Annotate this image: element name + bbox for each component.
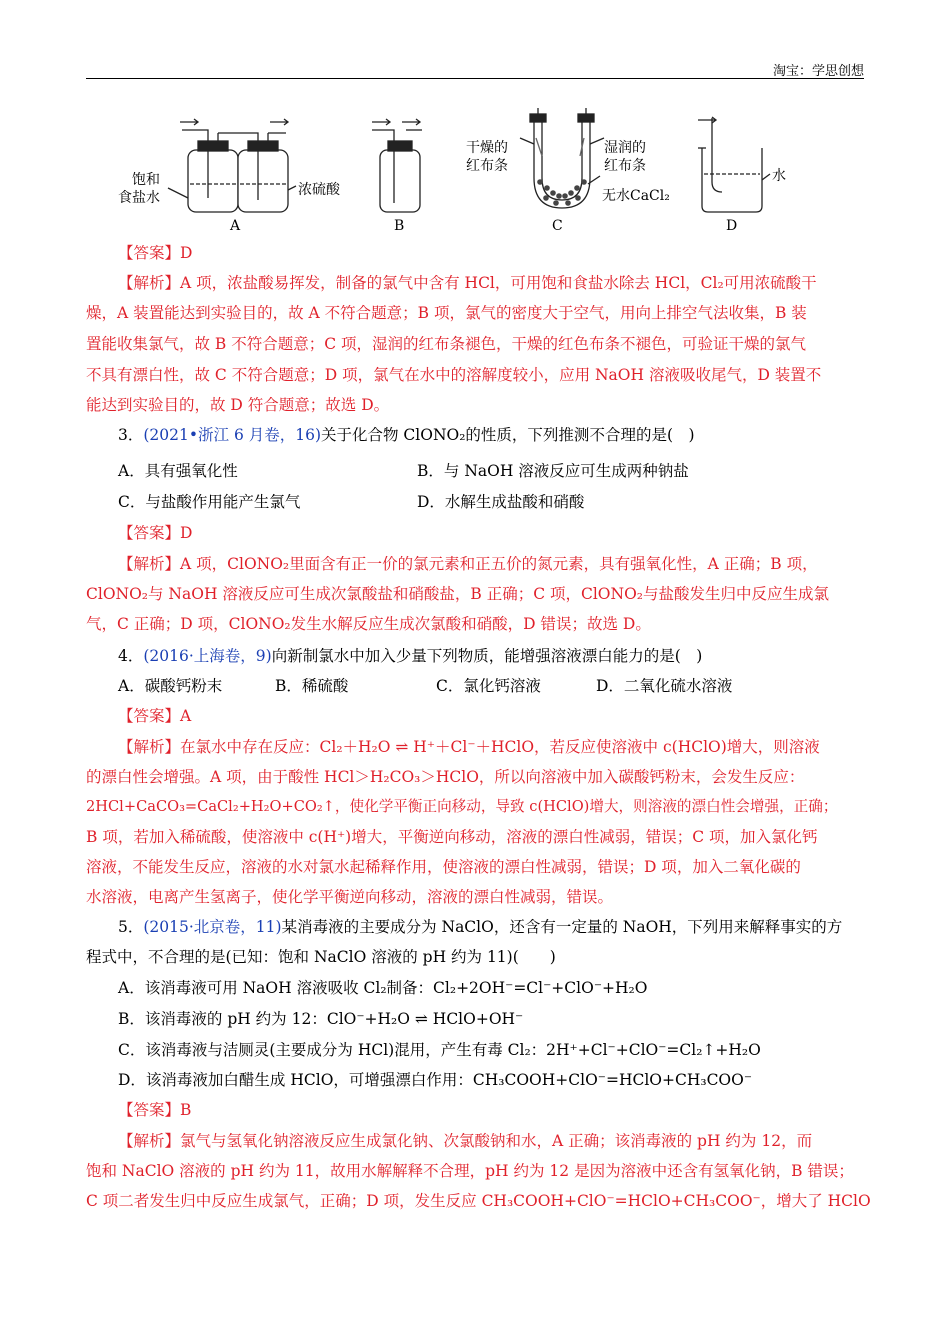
q5-analysis-line: 饱和 NaClO 溶液的 pH 约为 11，故用水解解释不合理，pH 约为 12 是因为溶液中还含有氢氧化钠，B 错误； (86, 1162, 854, 1180)
q3-option-d: D．水解生成盐酸和硝酸 (417, 493, 585, 511)
q3-analysis-line: ClONO₂与 NaOH 溶液反应可生成次氯酸盐和硝酸盐，B 正确；C 项，ClONO₂与盐酸发生归中反应生成氯 (86, 585, 830, 603)
q4-option-a: A．碳酸钙粉末 (118, 677, 223, 695)
q5-number: 5． (118, 918, 144, 936)
fig-label-shi-run-de: 湿润的 (604, 140, 646, 156)
q4-analysis-line: 溶液，不能发生反应，溶液的水对氯水起稀释作用，使溶液的漂白性减弱，错误；D 项，加入二氧化碳的 (86, 858, 801, 876)
q4-source: (2016·上海卷，9) (143, 647, 272, 665)
q4-analysis-line: 2HCl+CaCO₃=CaCl₂+H₂O+CO₂↑，使化学平衡正向移动，导致 c(HClO)增大，则溶液的漂白性会增强，正确； (86, 798, 838, 815)
fig-label-C: C (552, 218, 563, 234)
q3-stem-emphasis: 不合理 (589, 426, 636, 444)
fig-label-B: B (394, 218, 405, 234)
header-rule (86, 78, 864, 79)
q4-analysis-line: 【解析】在氯水中存在反应：Cl₂＋H₂O ⇌ H⁺＋Cl⁻＋HClO，若反应使溶液中 c(HClO)增大，则溶液 (118, 738, 820, 756)
q2-analysis-line: 置能收集氯气，故 B 不符合题意；C 项，湿润的红布条褪色，干燥的红色布条不褪色，可验证干燥的氯气 (86, 335, 807, 353)
fig-label-D: D (726, 218, 738, 234)
header-shop-label: 淘宝：学思创想 (772, 64, 864, 79)
q3-analysis-line: 【解析】A 项，ClONO₂里面含有正一价的氯元素和正五价的氮元素，具有强氧化性，A 正确；B 项， (118, 555, 818, 573)
q2-analysis-line: 能达到实验目的，故 D 符合题意；故选 D。 (86, 396, 390, 414)
fig-label-bao-he: 饱和 (132, 172, 160, 188)
q4-option-c: C．氯化钙溶液 (436, 677, 541, 695)
q3-option-c: C．与盐酸作用能产生氯气 (118, 493, 301, 511)
q5-analysis-line: C 项二者发生归中反应生成氯气，正确；D 项，发生反应 CH₃COOH+ClO⁻=HClO+CH₃COO⁻，增大了 HClO (86, 1192, 871, 1210)
q4-analysis-line: 的漂白性会增强。A 项，由于酸性 HCl＞H₂CO₃＞HClO，所以向溶液中加入碳酸钙粉末，会发生反应： (86, 768, 805, 786)
q2-analysis-line: 【解析】A 项，浓盐酸易挥发，制备的氯气中含有 HCl，可用饱和食盐水除去 HCl，Cl₂可用浓硫酸干 (118, 274, 817, 292)
q4-answer: 【答案】A (118, 707, 192, 725)
q5-source: (2015·北京卷，11) (143, 918, 282, 936)
fig-label-shi-yan-shui: 食盐水 (118, 190, 160, 206)
q3-stem-a: 关于化合物 ClONO₂的性质，下列推测 (321, 426, 590, 444)
q5-option-d: D．该消毒液加白醋生成 HClO，可增强漂白作用：CH₃COOH+ClO⁻=HClO+CH₃COO⁻ (118, 1071, 753, 1089)
q5-answer: 【答案】B (118, 1101, 192, 1119)
q5-option-c: C．该消毒液与洁厕灵(主要成分为 HCl)混用，产生有毒 Cl₂：2H⁺+Cl⁻+ClO⁻=Cl₂↑+H₂O (118, 1041, 761, 1059)
q3-analysis-line: 气，C 正确；D 项，ClONO₂发生水解反应生成次氯酸和硝酸，D 错误；故选 D。 (86, 615, 651, 633)
q5-option-b: B．该消毒液的 pH 约为 12：ClO⁻+H₂O ⇌ HClO+OH⁻ (118, 1010, 524, 1028)
q3-source: (2021•浙江 6 月卷，16) (143, 426, 321, 444)
q2-analysis-line: 燥，A 装置能达到实验目的，故 A 不符合题意；B 项，氯气的密度大于空气，用向上排空气法收集，B 装 (86, 304, 807, 322)
q3-stem (118, 425, 898, 445)
q2-answer: 【答案】D (118, 244, 193, 262)
q4-analysis-line: B 项，若加入稀硫酸，使溶液中 c(H⁺)增大，平衡逆向移动，溶液的漂白性减弱，错误；C 项，加入氯化钙 (86, 828, 818, 846)
q2-analysis-line: 不具有漂白性，故 C 不符合题意；D 项，氯气在水中的溶解度较小，应用 NaOH 溶液吸收尾气，D 装置不 (86, 366, 822, 384)
fig-label-hong-bu-tiao-2: 红布条 (604, 158, 646, 174)
q4-number: 4． (118, 647, 144, 665)
fig-label-gan-zao-de: 干燥的 (466, 140, 508, 156)
q5-stem-line2: 程式中，不合理的是(已知：饱和 NaClO 溶液的 pH 约为 11)( ) (86, 948, 556, 966)
q5-stem (118, 917, 898, 937)
fig-label-A: A (230, 218, 241, 234)
q3-stem-b: 的是( ) (635, 426, 695, 444)
q5-stem-line1: 某消毒液的主要成分为 NaClO，还含有一定量的 NaOH，下列用来解释事实的方 (281, 918, 843, 936)
q5-option-a: A．该消毒液可用 NaOH 溶液吸收 Cl₂制备：Cl₂+2OH⁻=Cl⁻+ClO⁻+H₂O (118, 979, 648, 997)
q3-option-b: B．与 NaOH 溶液反应可生成两种钠盐 (417, 462, 689, 480)
q4-stem (118, 646, 898, 666)
fig-label-nong-liu-suan: 浓硫酸 (298, 182, 340, 198)
fig-label-shui: 水 (772, 168, 786, 184)
q4-analysis-line: 水溶液，电离产生氢离子，使化学平衡逆向移动，溶液的漂白性减弱，错误。 (86, 888, 614, 906)
q3-number: 3． (118, 426, 144, 444)
q3-option-a: A．具有强氧化性 (118, 462, 238, 480)
q4-option-d: D．二氧化硫水溶液 (596, 677, 733, 695)
fig-label-wu-shui-cacl2: 无水CaCl₂ (602, 188, 670, 204)
q4-option-b: B．稀硫酸 (275, 677, 349, 695)
q3-answer: 【答案】D (118, 524, 193, 542)
fig-label-hong-bu-tiao-1: 红布条 (466, 158, 508, 174)
q5-analysis-line: 【解析】氯气与氢氧化钠溶液反应生成氯化钠、次氯酸钠和水，A 正确；该消毒液的 pH 约为 12，而 (118, 1132, 813, 1150)
q4-stem-text: 向新制氯水中加入少量下列物质，能增强溶液漂白能力的是( ) (271, 647, 703, 665)
apparatus-figure (110, 108, 840, 238)
